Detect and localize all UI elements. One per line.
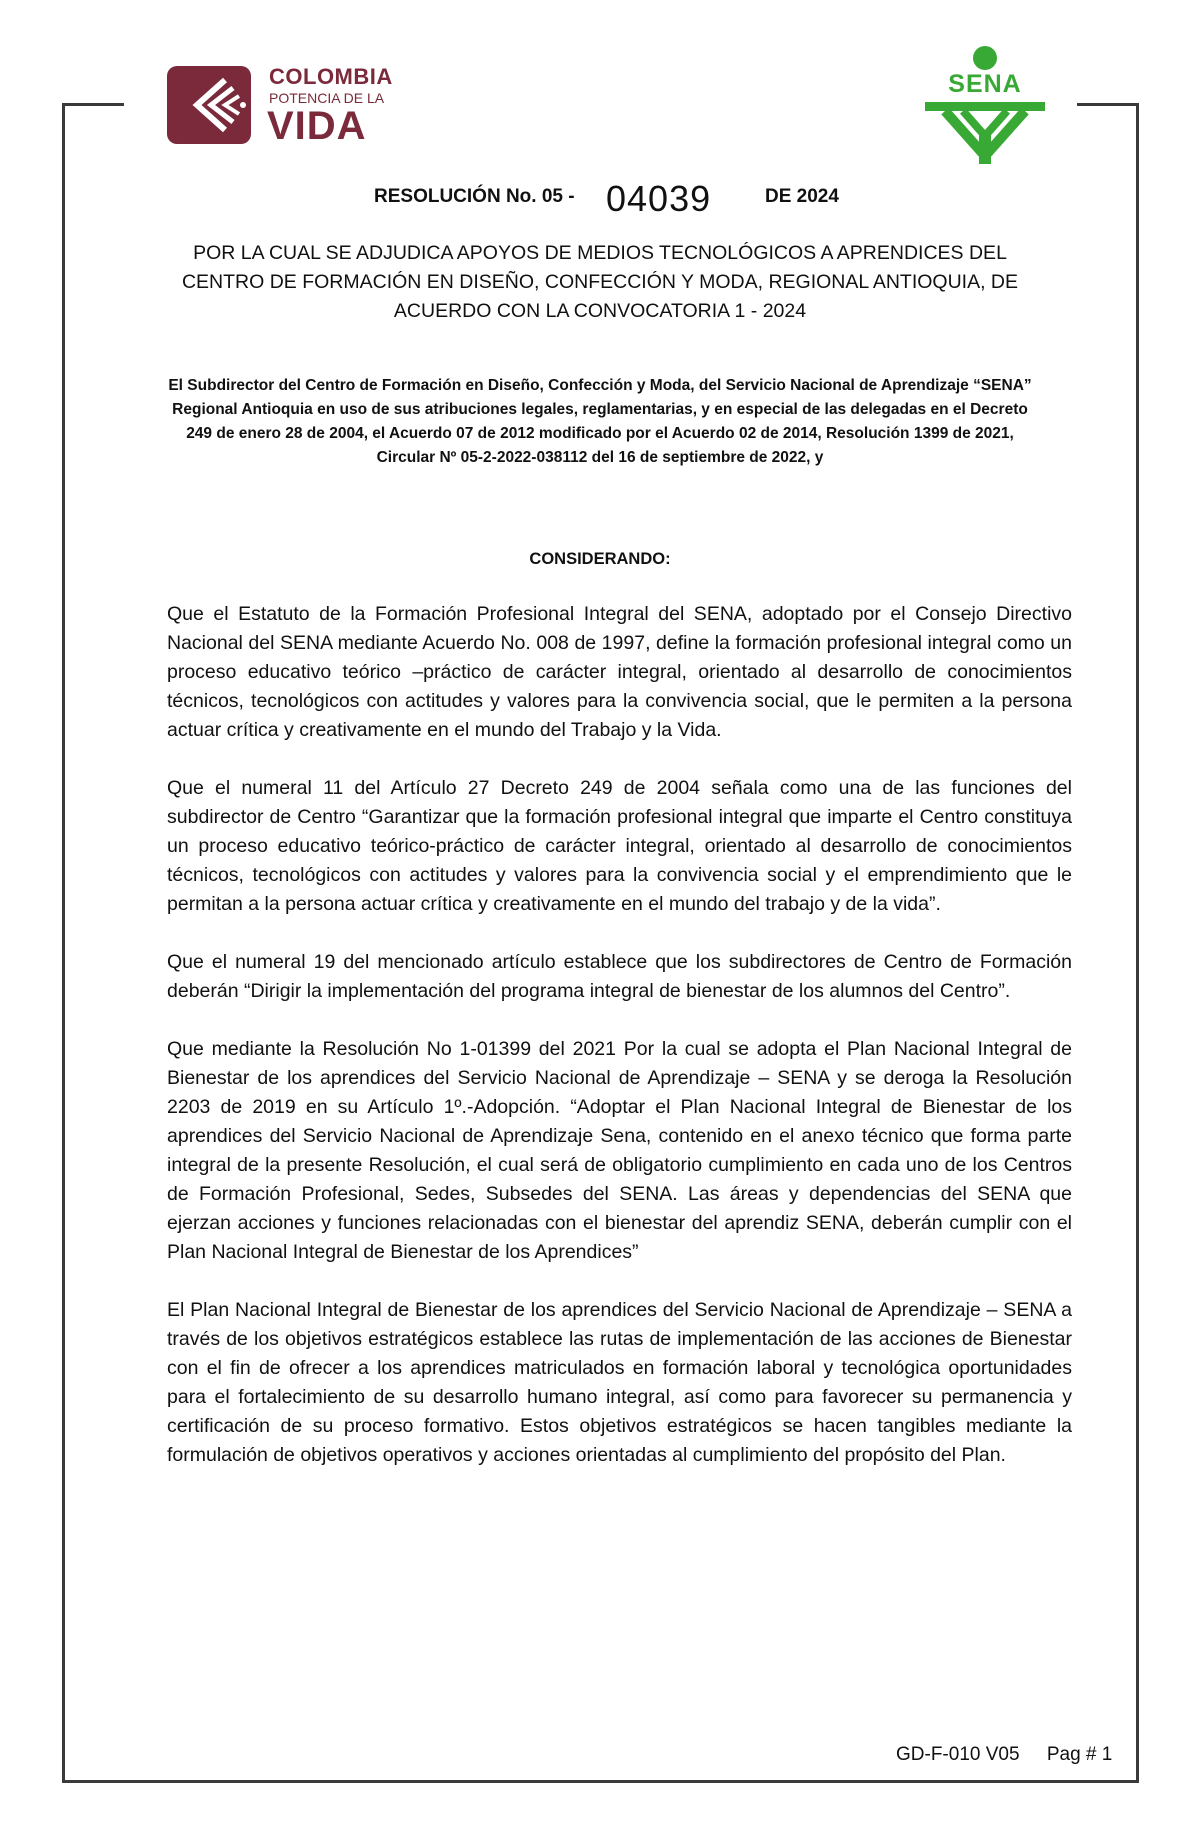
logo-text-vida: VIDA — [267, 104, 367, 148]
border-top-left — [62, 103, 124, 106]
border-left — [62, 103, 65, 1783]
paragraph: Que el Estatuto de la Formación Profesional Integral del SENA, adoptado por el Consejo Directivo Nacional del SENA mediante Acuerdo No. 008 de 1997, define la formación profesional integral como un proceso educativo teórico –práctico de carácter integral, orientado al desarrollo de conocimientos técnicos, tecnológicos con actitudes y valores para la convivencia social, que le permiten a la persona actuar crítica y creativamente en el mundo del Trabajo y la Vida. — [167, 603, 1072, 741]
considerations-body — [167, 600, 1072, 1499]
document-title: POR LA CUAL SE ADJUDICA APOYOS DE MEDIOS TECNOLÓGICOS A APRENDICES DEL CENTRO DE FORMACIÓN EN DISEÑO, CONFECCIÓN Y MODA, REGIONAL ANTIOQUIA, DE ACUERDO CON LA CONVOCATORIA 1 - 2024 — [181, 242, 1019, 322]
resolution-number: 04039 — [606, 178, 712, 219]
resolution-prefix: RESOLUCIÓN No. 05 - — [374, 186, 575, 207]
paragraph: El Plan Nacional Integral de Bienestar de los aprendices del Servicio Nacional de Aprendizaje – SENA a través de los objetivos estratégicos establece las rutas de implementación de las acciones de Bienestar con el fin de ofrecer a los aprendices matriculados en formación laboral y tecnológica oportunidades para el fortalecimiento de su desarrollo humano integral, así como para favorecer su permanencia y certificación de su proceso formativo. Estos objetivos estratégicos se hacen tangibles mediante la formulación de objetivos operativos y acciones orientadas al cumplimiento del propósito del Plan. — [167, 1299, 1072, 1466]
colombia-mark-icon — [167, 66, 251, 144]
border-top-right — [1077, 103, 1139, 106]
sena-logo-text: SENA — [948, 70, 1022, 98]
paragraph: Que mediante la Resolución No 1-01399 del 2021 Por la cual se adopta el Plan Nacional Integral de Bienestar de los aprendices del Servicio Nacional de Aprendizaje – SENA y se deroga la Resolución 2203 de 2019 en su Artículo 1º.-Adopción. “Adoptar el Plan Nacional Integral de Bienestar de los aprendices del Servicio Nacional de Aprendizaje Sena, contenido en el anexo técnico que forma parte integral de la presente Resolución, el cual será de obligatorio cumplimiento en cada uno de los Centros de Formación Profesional, Sedes, Subsedes del SENA. Las áreas y dependencias del SENA que ejerzan acciones y funciones relacionadas con el bienestar del aprendiz SENA, deberán cumplir con el Plan Nacional Integral de Bienestar de los Aprendices” — [167, 1038, 1072, 1263]
page-footer — [896, 1744, 1134, 1766]
page-number: Pag # 1 — [1046, 1744, 1113, 1765]
paragraph: Que el numeral 19 del mencionado artículo establece que los subdirectores de Centro de Formación deberán “Dirigir la implementación del programa integral de bienestar de los alumnos del Centro”. — [167, 951, 1072, 1002]
authority-statement: El Subdirector del Centro de Formación en Diseño, Confección y Moda, del Servicio Nacional de Aprendizaje “SENA” Regional Antioquia en uso de sus atribuciones legales, reglamentarias, y en especial de las delegadas en el Decreto 249 de enero 28 de 2004, el Acuerdo 07 de 2012 modificado por el Acuerdo 02 de 2014, Resolución 1399 de 2021, Circular Nº 05-2-2022-038112 del 16 de septiembre de 2022, y — [168, 377, 1032, 466]
sena-logo — [923, 44, 1047, 164]
paragraph: Que el numeral 11 del Artículo 27 Decreto 249 de 2004 señala como una de las funciones del subdirector de Centro “Garantizar que la formación profesional integral que imparte el Centro constituya un proceso educativo teórico-práctico de carácter integral, orientado al desarrollo de conocimientos técnicos, tecnológicos con actitudes y valores para la convivencia social y el emprendimiento que le permitan a la persona actuar crítica y creativamente en el mundo del trabajo y de la vida”. — [167, 777, 1072, 915]
colombia-potencia-vida-logo — [167, 60, 397, 150]
form-code: GD-F-010 V05 — [896, 1744, 1020, 1765]
sena-figure-icon — [923, 44, 1047, 164]
resolution-year: DE 2024 — [765, 186, 839, 207]
considerando-heading: CONSIDERANDO: — [529, 550, 671, 568]
border-right — [1136, 103, 1139, 1783]
logo-text-colombia: COLOMBIA — [269, 64, 393, 89]
resolution-line — [0, 178, 1200, 218]
logo-text-potencia: POTENCIA DE LA — [269, 90, 385, 106]
border-bottom — [62, 1780, 1139, 1783]
